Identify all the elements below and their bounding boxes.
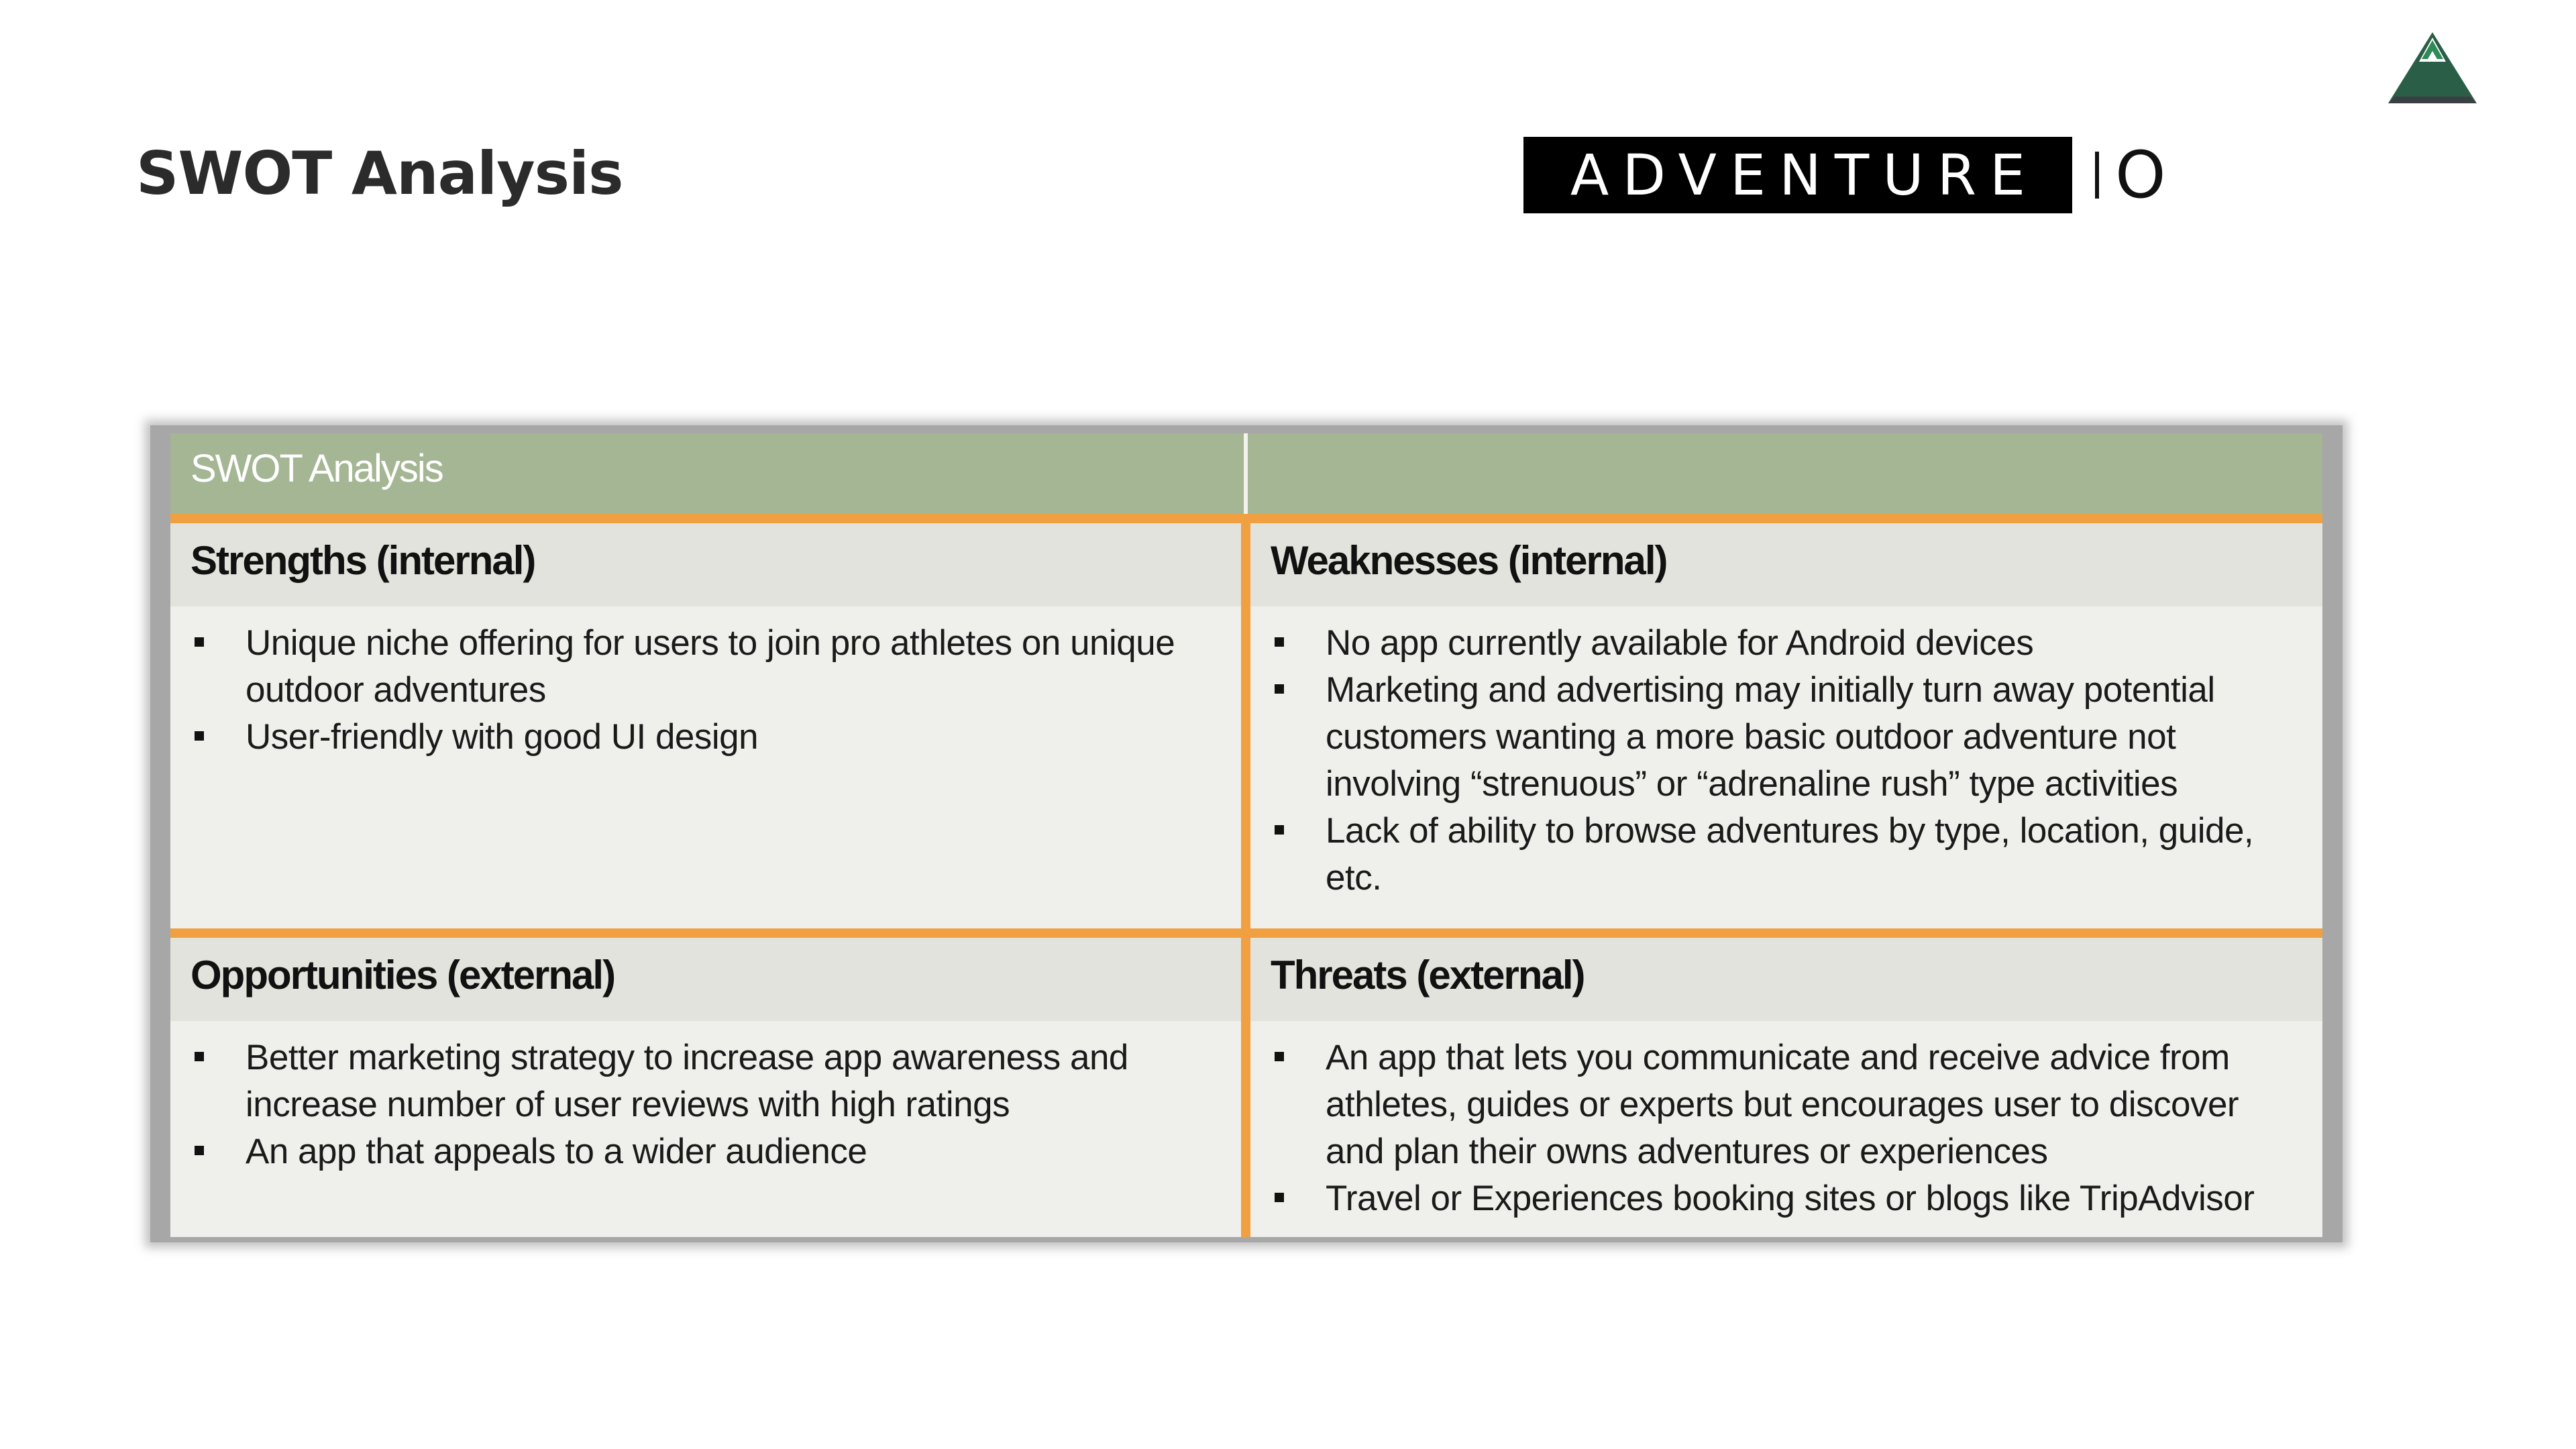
weaknesses-body	[1250, 606, 2322, 928]
threats-list	[1271, 1034, 2302, 1222]
weaknesses-heading-cell	[1250, 523, 2322, 606]
threats-body	[1250, 1021, 2322, 1237]
list-item: Better marketing strategy to increase app awareness and increase number of user reviews with high ratings	[191, 1034, 1221, 1128]
table-header-left	[170, 433, 1244, 514]
brand-wordmark: ADVENTURE	[1570, 142, 2039, 208]
brand-divider	[2095, 152, 2099, 199]
divider-top	[170, 514, 2322, 523]
list-item: An app that appeals to a wider audience	[191, 1128, 1221, 1175]
opportunities-list	[191, 1034, 1221, 1175]
bullet-icon	[195, 731, 204, 741]
bullet-icon	[195, 1052, 204, 1061]
bullet-icon	[1275, 637, 1284, 647]
list-item: Marketing and advertising may initially turn away potential customers wanting a more basic outdoor adventure not involving “strenuous” or “adrenaline rush” type activities	[1271, 667, 2302, 808]
threats-heading: Threats (external)	[1271, 953, 1585, 998]
weaknesses-heading: Weaknesses (internal)	[1271, 538, 1667, 583]
opportunities-heading: Opportunities (external)	[191, 953, 615, 998]
threats-heading-cell	[1250, 938, 2322, 1021]
divider-middle	[170, 928, 2322, 938]
weaknesses-list	[1271, 620, 2302, 902]
opportunities-heading-cell	[170, 938, 1241, 1021]
strengths-list	[191, 620, 1221, 761]
table-header-right	[1248, 433, 2322, 514]
bullet-icon	[1275, 1052, 1284, 1061]
swot-table	[170, 433, 2322, 1237]
list-item: Lack of ability to browse adventures by type, location, guide, etc.	[1271, 808, 2302, 902]
opportunities-body	[170, 1021, 1241, 1237]
bullet-icon	[1275, 684, 1284, 694]
bullet-icon	[195, 637, 204, 647]
list-item: An app that lets you communicate and receive advice from athletes, guides or experts but encourages user to discover and plan their owns adventures or experiences	[1271, 1034, 2302, 1175]
list-item: User-friendly with good UI design	[191, 714, 1221, 761]
divider-vertical-top	[1241, 523, 1250, 928]
table-title: SWOT Analysis	[191, 447, 443, 490]
list-item: No app currently available for Android devices	[1271, 620, 2302, 667]
brand-suffix: O	[2115, 138, 2166, 213]
list-item: Unique niche offering for users to join pro athletes on unique outdoor adventures	[191, 620, 1221, 714]
mountain-icon	[2388, 32, 2477, 103]
swot-table-frame	[150, 425, 2343, 1242]
divider-vertical-bottom	[1241, 938, 1250, 1237]
bullet-icon	[195, 1146, 204, 1155]
strengths-heading-cell	[170, 523, 1241, 606]
strengths-heading: Strengths (internal)	[191, 538, 535, 583]
strengths-body	[170, 606, 1241, 928]
bullet-icon	[1275, 1193, 1284, 1202]
brand-wordmark-box	[1523, 137, 2072, 213]
brand-logo	[1523, 137, 2166, 213]
list-item: Travel or Experiences booking sites or blogs like TripAdvisor	[1271, 1175, 2302, 1222]
page-title: SWOT Analysis	[136, 139, 623, 208]
bullet-icon	[1275, 825, 1284, 835]
